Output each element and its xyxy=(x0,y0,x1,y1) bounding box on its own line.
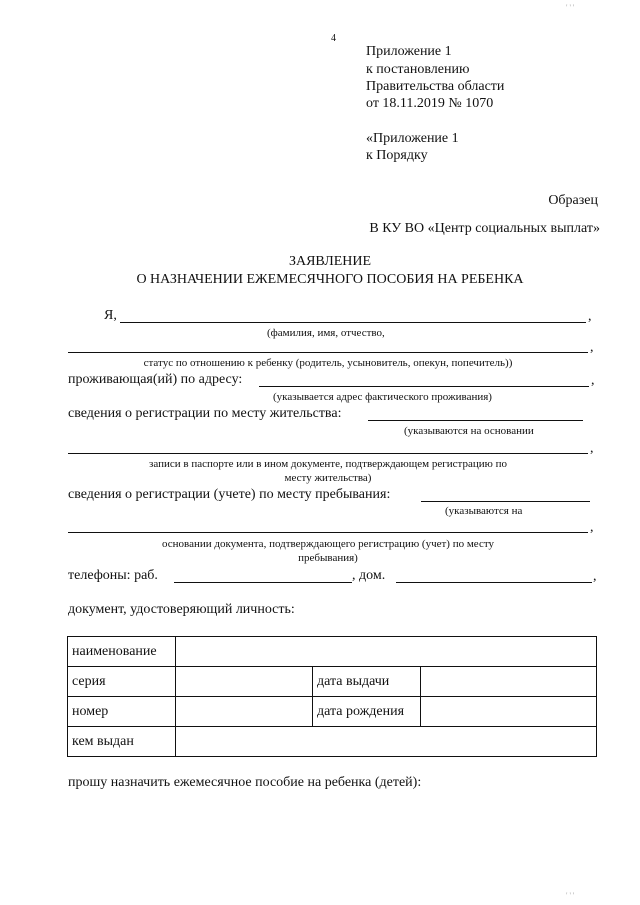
id-birth-date-cell[interactable] xyxy=(421,697,597,727)
table-row xyxy=(68,637,597,667)
address-line[interactable] xyxy=(259,386,589,387)
address-hint: (указывается адрес фактического проживания) xyxy=(273,391,492,403)
id-doc-table xyxy=(67,636,597,757)
appendix-line-1: Приложение 1 xyxy=(366,44,452,59)
title-line-2: О НАЗНАЧЕНИИ ЕЖЕМЕСЯЧНОГО ПОСОБИЯ НА РЕБЕНКА xyxy=(136,272,524,287)
appendix-line-2: к постановлению xyxy=(366,62,470,77)
id-issue-date-cell[interactable] xyxy=(421,667,597,697)
id-series-label: серия xyxy=(68,667,176,697)
home-phone-line[interactable] xyxy=(396,582,592,583)
table-row xyxy=(68,697,597,727)
fio-hint: (фамилия, имя, отчество, xyxy=(267,327,385,339)
comma: , xyxy=(590,340,594,355)
id-number-cell[interactable] xyxy=(176,697,313,727)
id-doc-label: документ, удостоверяющий личность: xyxy=(68,602,295,617)
stay-line-2[interactable] xyxy=(68,532,588,533)
reg-hint-1: (указываются на основании xyxy=(404,425,534,437)
page-number: 4 xyxy=(331,33,336,44)
id-birth-date-label: дата рождения xyxy=(313,697,421,727)
work-phone-line[interactable] xyxy=(174,582,352,583)
title-line-1: ЗАЯВЛЕНИЕ xyxy=(288,254,372,269)
comma: , xyxy=(590,441,594,456)
reg-line-2[interactable] xyxy=(68,453,588,454)
reg-hint-2: записи в паспорте или в ином документе, подтверждающем регистрацию по xyxy=(149,458,507,470)
address-label: проживающая(ий) по адресу: xyxy=(68,372,243,387)
id-name-cell[interactable] xyxy=(176,637,597,667)
appendix-line-4: от 18.11.2019 № 1070 xyxy=(366,96,494,111)
status-hint: статус по отношению к ребенку (родитель, усыновитель, опекун, попечитель)) xyxy=(143,357,513,369)
scan-mark-bottom: ' ' ' xyxy=(566,891,575,900)
sample-label: Образец xyxy=(548,193,598,208)
phones-label: телефоны: раб. xyxy=(68,568,158,583)
recipient: В КУ ВО «Центр социальных выплат» xyxy=(369,221,600,236)
stay-hint-2: основании документа, подтверждающего регистрацию (учет) по месту xyxy=(161,538,495,550)
appendix-line-5: «Приложение 1 xyxy=(366,131,459,146)
stay-label: сведения о регистрации (учете) по месту пребывания: xyxy=(68,487,391,502)
id-issued-by-label: кем выдан xyxy=(68,727,176,757)
comma: , xyxy=(591,373,595,388)
table-row xyxy=(68,727,597,757)
stay-line[interactable] xyxy=(421,501,590,502)
appendix-line-3: Правительства области xyxy=(366,79,505,94)
reg-hint-3: месту жительства) xyxy=(284,472,372,484)
id-name-label: наименование xyxy=(68,637,176,667)
stay-hint-3: пребывания) xyxy=(298,552,358,564)
id-series-cell[interactable] xyxy=(176,667,313,697)
i-label: Я, xyxy=(104,308,117,323)
status-line[interactable] xyxy=(68,352,588,353)
id-number-label: номер xyxy=(68,697,176,727)
reg-line[interactable] xyxy=(368,420,583,421)
table-row xyxy=(68,667,597,697)
scan-mark-top: ' ' ' xyxy=(566,3,575,12)
id-issued-by-cell[interactable] xyxy=(176,727,597,757)
id-issue-date-label: дата выдачи xyxy=(313,667,421,697)
home-phone-label: , дом. xyxy=(352,568,386,583)
comma: , xyxy=(590,520,594,535)
reg-label: сведения о регистрации по месту жительства: xyxy=(68,406,342,421)
comma: , xyxy=(588,309,592,324)
fio-line[interactable] xyxy=(120,322,586,323)
request-text: прошу назначить ежемесячное пособие на ребенка (детей): xyxy=(68,775,422,790)
comma: , xyxy=(593,569,597,584)
appendix-line-6: к Порядку xyxy=(366,148,428,163)
stay-hint-1: (указываются на xyxy=(445,505,523,517)
